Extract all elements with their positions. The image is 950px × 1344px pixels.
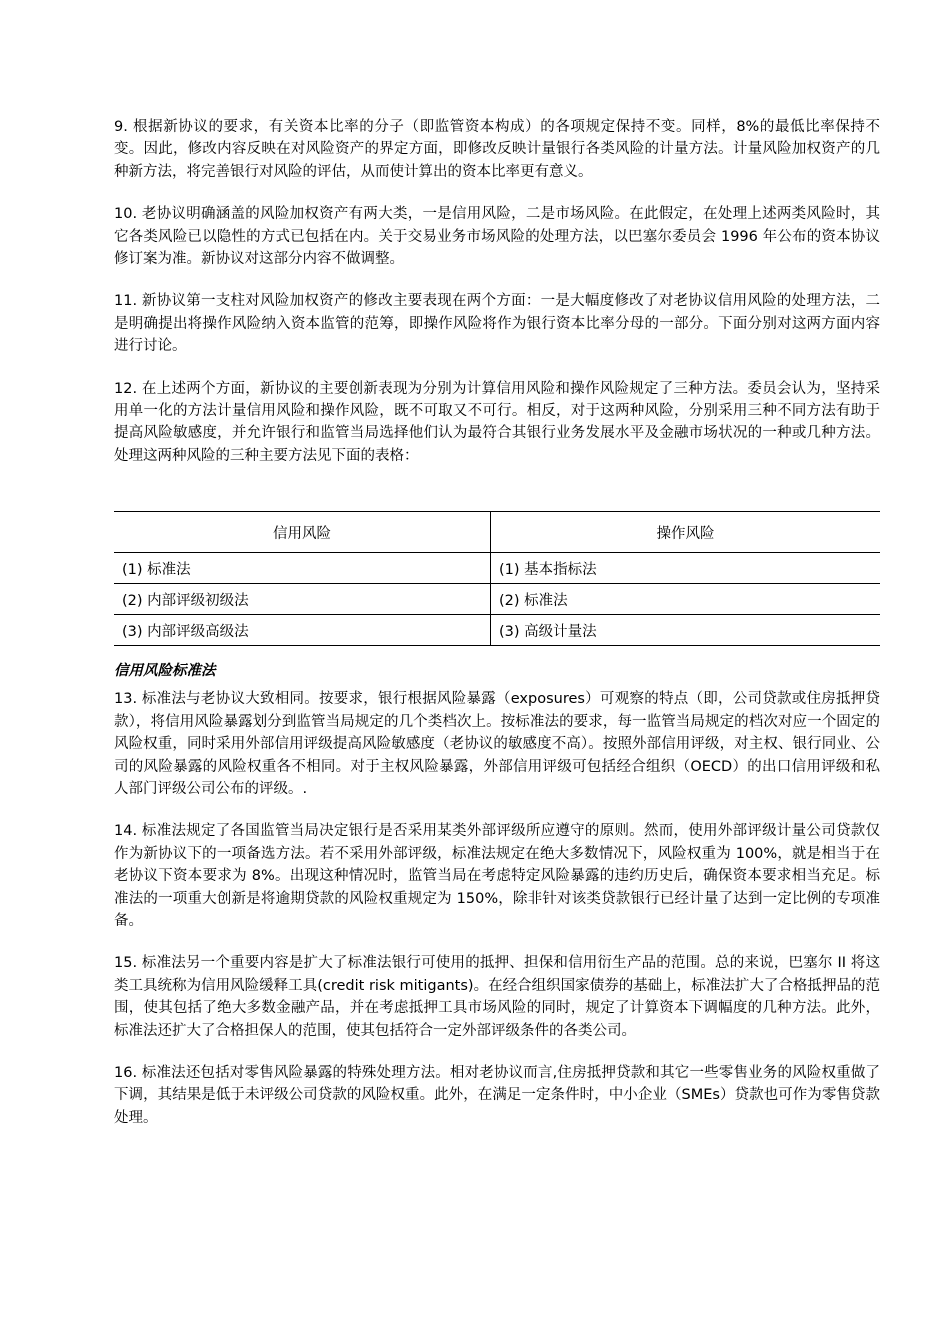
section-title: 信用风险标准法 xyxy=(114,663,216,680)
paragraph-11: 11. 新协议第一支柱对风险加权资产的修改主要表现在两个方面：一是大幅度修改了对老协议信用风险的处理方法，二是明确提出将操作风险纳入资本监管的范筹，即操作风险将作为银行资本比率分母的一部分。下面分别对这两方面内容进行讨论。 xyxy=(114,293,880,355)
table-row xyxy=(114,584,880,615)
table-row xyxy=(114,553,880,584)
paragraph-9: 9. 根据新协议的要求，有关资本比率的分子（即监管资本构成）的各项规定保持不变。同样，8%的最低比率保持不变。因此，修改内容反映在对风险资产的界定方面，即修改反映计量银行各类风险的计量方法。计量风险加权资产的几种新方法，将完善银行对风险的评估，从而使计算出的资本比率更有意义。 xyxy=(114,119,880,180)
header-operational-risk: 操作风险 xyxy=(491,512,881,553)
table-cell: (3) 高级计量法 xyxy=(491,615,881,646)
risk-methods-table xyxy=(114,511,880,646)
table-cell: (3) 内部评级高级法 xyxy=(114,615,491,646)
paragraph-14: 14. 标准法规定了各国监管当局决定银行是否采用某类外部评级所应遵守的原则。然而，使用外部评级计量公司贷款仅作为新协议下的一项备选方法。若不采用外部评级，标准法规定在绝大多数情况下，风险权重为 100%，就是相当于在老协议下资本要求为 8%。出现这种情况时，监管当局在考虑特定风险暴露的违约历史后，确保资本要求相当充足。标准法的一项重大创新是将逾期贷款的风险权重规定为 150%，除非针对该类贷款银行已经计量了达到一定比例的专项准备。 xyxy=(114,823,880,929)
table-row xyxy=(114,615,880,646)
table-cell: (2) 内部评级初级法 xyxy=(114,584,491,615)
paragraph-12: 12. 在上述两个方面，新协议的主要创新表现为分别为计算信用风险和操作风险规定了三种方法。委员会认为，坚持采用单一化的方法计量信用风险和操作风险，既不可取又不可行。相反，对于这两种风险，分别采用三种不同方法有助于提高风险敏感度，并允许银行和监管当局选择他们认为最符合其银行业务发展水平及金融市场状况的一种或几种方法。处理这两种风险的三种主要方法见下面的表格： xyxy=(114,380,880,464)
document-page xyxy=(114,116,880,1129)
table-cell: (2) 标准法 xyxy=(491,584,881,615)
paragraph-15: 15. 标准法另一个重要内容是扩大了标准法银行可使用的抵押、担保和信用衍生产品的范围。总的来说，巴塞尔 II 将这类工具统称为信用风险缓释工具(credit risk mitigants)。在经合组织国家债券的基础上，标准法扩大了合格抵押品的范围，使其包括了绝大多数金融产品，并在考虑抵押工具市场风险的同时，规定了计算资本下调幅度的几种方法。此外，标准法还扩大了合格担保人的范围，使其包括符合一定外部评级条件的各类公司。 xyxy=(114,955,880,1039)
paragraph-13: 13. 标准法与老协议大致相同。按要求，银行根据风险暴露（exposures）可观察的特点（即，公司贷款或住房抵押贷款），将信用风险暴露划分到监管当局规定的几个类档次上。按标准法的要求，每一监管当局规定的档次对应一个固定的风险权重，同时采用外部信用评级提高风险敏感度（老协议的敏感度不高）。按照外部信用评级，对主权、银行同业、公司的风险暴露的风险权重各不相同。对于主权风险暴露，外部信用评级可包括经合组织（OECD）的出口信用评级和私人部门评级公司公布的评级。. xyxy=(114,691,880,797)
table-cell: (1) 标准法 xyxy=(114,553,491,584)
paragraph-16: 16. 标准法还包括对零售风险暴露的特殊处理方法。相对老协议而言,住房抵押贷款和其它一些零售业务的风险权重做了下调，其结果是低于未评级公司贷款的风险权重。此外，在满足一定条件时，中小企业（SMEs）贷款也可作为零售贷款处理。 xyxy=(114,1064,880,1126)
header-credit-risk: 信用风险 xyxy=(114,512,491,553)
table-cell: (1) 基本指标法 xyxy=(491,553,881,584)
table-header-row xyxy=(114,512,880,553)
paragraph-10: 10. 老协议明确涵盖的风险加权资产有两大类，一是信用风险，二是市场风险。在此假定，在处理上述两类风险时，其它各类风险已以隐性的方式已包括在内。关于交易业务市场风险的处理方法，以巴塞尔委员会 1996 年公布的资本协议修订案为准。新协议对这部分内容不做调整。 xyxy=(114,206,880,268)
